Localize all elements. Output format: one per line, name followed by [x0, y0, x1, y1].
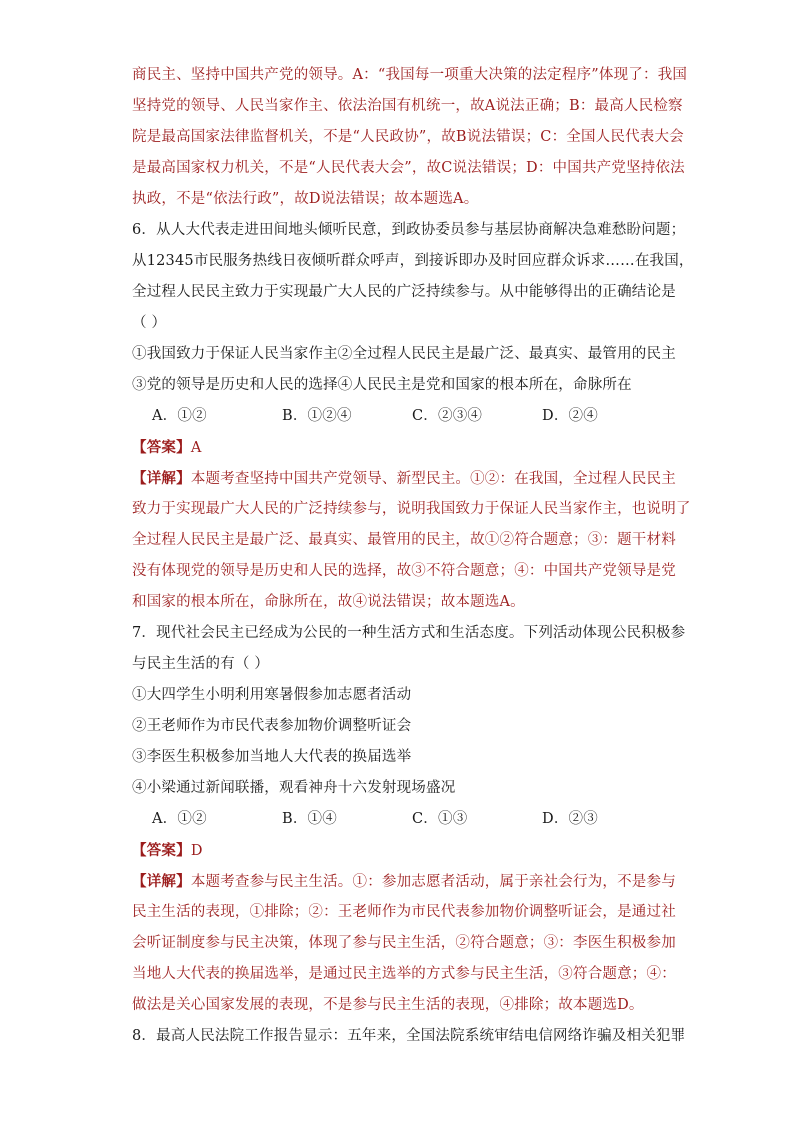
statement-line: ③党的领导是历史和人民的选择④人民民主是党和国家的根本所在，命脉所在 [132, 377, 632, 393]
question-6 [132, 215, 694, 618]
option-d: D．②④ [542, 408, 598, 424]
explain-line: 和国家的根本所在，命脉所在，故④说法错误；故本题选A。 [132, 594, 525, 610]
option-d: D．②③ [542, 811, 598, 827]
answer-value: A [190, 440, 202, 456]
explain-text: 本题考查参与民主生活。①：参加志愿者活动，属于亲社会行为，不是参与 [190, 874, 676, 890]
answer-options [132, 401, 672, 432]
option-c: C．②③④ [412, 408, 483, 424]
explain-tag: 【详解】 [132, 470, 191, 487]
explain-line: 执政，不是“依法行政”，故D说法错误；故本题选A。 [132, 191, 479, 207]
question-stem-line: 6．从人大代表走进田间地头倾听民意，到政协委员参与基层协商解决急难愁盼问题； [132, 222, 686, 238]
question-stem-line: 全过程人民民主致力于实现最广大人民的广泛持续参与。从中能够得出的正确结论是 [132, 284, 676, 300]
explain-tag: 【详解】 [132, 873, 191, 890]
question-8 [132, 1021, 686, 1052]
question-stem-line: 与民主生活的有（ ） [132, 656, 270, 672]
option-b: B．①④ [282, 811, 337, 827]
explain-line: 做法是关心国家发展的表现，不是参与民主生活的表现，④排除；故本题选D。 [132, 997, 644, 1013]
answer-line [132, 835, 672, 866]
explain-line: 当地人大代表的换届选举，是通过民主选举的方式参与民主生活，③符合题意；④： [132, 966, 676, 982]
explain-line: 全过程人民民主是最广泛、最真实、最管用的民主，故①②符合题意；③：题干材料 [132, 532, 676, 548]
explain-text: 本题考查坚持中国共产党领导、新型民主。①②：在我国，全过程人民民主 [190, 471, 676, 487]
statement-line: ①大四学生小明利用寒暑假参加志愿者活动 [132, 687, 412, 703]
option-b: B．①②④ [282, 408, 352, 424]
statement-line: ①我国致力于保证人民当家作主②全过程人民民主是最广泛、最真实、最管用的民主 [132, 346, 676, 362]
option-c: C．①③ [412, 811, 468, 827]
answer-tag: 【答案】 [132, 439, 191, 456]
answer-value: D [190, 843, 203, 859]
question-stem-line: 8．最高人民法院工作报告显示：五年来，全国法院系统审结电信网络诈骗及相关犯罪 [132, 1028, 686, 1044]
document-page [132, 60, 694, 1052]
explain-line: 坚持党的领导、人民当家作主、依法治国有机统一，故A说法正确；B：最高人民检察 [132, 98, 683, 114]
explain-line: 致力于实现最广大人民的广泛持续参与，说明我国致力于保证人民当家作主，也说明了 [132, 501, 691, 517]
answer-options [132, 804, 672, 835]
option-a: A．①② [152, 408, 207, 424]
explain-line: 没有体现党的领导是历史和人民的选择，故③不符合题意；④：中国共产党领导是党 [132, 563, 676, 579]
question-stem-line: 从12345市民服务热线日夜倾听群众呼声，到接诉即办及时回应群众诉求……在我国， [132, 253, 694, 269]
question-stem-line: （ ） [132, 315, 167, 331]
statement-line: ④小梁通过新闻联播，观看神舟十六发射现场盛况 [132, 780, 456, 796]
question-7 [132, 618, 686, 1021]
answer-line [132, 432, 672, 463]
question-stem-line: 7．现代社会民主已经成为公民的一种生活方式和生活态度。下列活动体现公民积极参 [132, 625, 686, 641]
explain-line: 商民主、坚持中国共产党的领导。A：“我国每一项重大决策的法定程序”体现了：我国 [132, 67, 688, 83]
q5-explanation [132, 60, 688, 215]
answer-tag: 【答案】 [132, 842, 191, 859]
statement-line: ③李医生积极参加当地人大代表的换届选举 [132, 749, 412, 765]
explain-line: 是最高国家权力机关，不是“人民代表大会”，故C说法错误；D：中国共产党坚持依法 [132, 160, 685, 176]
explain-line [132, 866, 676, 897]
explain-line: 会听证制度参与民主决策，体现了参与民主生活，②符合题意；③：李医生积极参加 [132, 935, 676, 951]
explain-line [132, 463, 676, 494]
option-a: A．①② [152, 811, 207, 827]
explain-line: 院是最高国家法律监督机关，不是“人民政协”，故B说法错误；C：全国人民代表大会 [132, 129, 684, 145]
statement-line: ②王老师作为市民代表参加物价调整听证会 [132, 718, 412, 734]
explain-line: 民主生活的表现，①排除；②：王老师作为市民代表参加物价调整听证会，是通过社 [132, 904, 676, 920]
